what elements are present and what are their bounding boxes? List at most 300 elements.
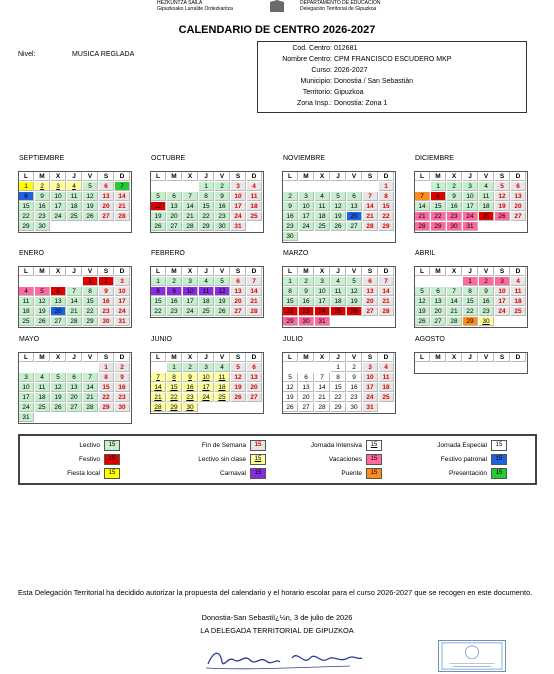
info-row <box>258 44 526 54</box>
weekday-header: S <box>495 353 510 362</box>
day-cell: 15 <box>283 297 298 306</box>
month-name: AGOSTO <box>415 336 445 343</box>
legend-item <box>387 468 507 479</box>
day-cell: 7 <box>363 192 378 201</box>
day-cell: 12 <box>331 202 346 211</box>
day-cell: 23 <box>35 212 50 221</box>
day-cell: 13 <box>51 297 66 306</box>
info-value: Donostia / San Sebastián <box>334 78 413 85</box>
day-cell: 15 <box>331 383 346 392</box>
day-cell: 26 <box>215 307 230 316</box>
weekday-header: V <box>479 353 494 362</box>
day-cell: 10 <box>463 192 478 201</box>
month-calendar-table <box>414 352 528 374</box>
nivel-value: MUSICA REGLADA <box>72 51 135 58</box>
month-name: NOVIEMBRE <box>283 155 326 162</box>
day-cell: 28 <box>67 317 82 326</box>
legend-item <box>146 454 266 465</box>
day-cell: 21 <box>183 212 198 221</box>
day-cell: 18 <box>35 393 50 402</box>
legend-swatch: 15 <box>250 454 266 465</box>
day-cell: 21 <box>379 297 394 306</box>
day-cell: 5 <box>51 373 66 382</box>
day-cell: 30 <box>347 403 362 412</box>
day-cell: 13 <box>431 297 446 306</box>
day-cell: 7 <box>379 277 394 286</box>
day-cell: 17 <box>183 297 198 306</box>
day-cell: 11 <box>19 297 34 306</box>
weekday-header: V <box>83 353 98 362</box>
day-cell: 17 <box>19 393 34 402</box>
weekday-header: S <box>231 172 246 181</box>
info-value: Donostia: Zona 1 <box>334 100 388 107</box>
info-key: Nombre Centro: <box>282 56 332 63</box>
legend-item <box>0 440 120 451</box>
day-cell: 25 <box>67 212 82 221</box>
day-cell: 28 <box>447 317 462 326</box>
day-cell: 2 <box>299 277 314 286</box>
day-cell: 6 <box>231 277 246 286</box>
month-calendar-table <box>18 352 132 424</box>
day-cell: 20 <box>363 297 378 306</box>
day-cell: 22 <box>99 393 114 402</box>
day-cell: 5 <box>495 182 510 191</box>
day-cell: 19 <box>331 212 346 221</box>
day-cell: 25 <box>479 212 494 221</box>
day-cell: 8 <box>83 287 98 296</box>
legend-item <box>146 440 266 451</box>
day-cell: 11 <box>35 383 50 392</box>
month-calendar-table <box>414 266 528 328</box>
day-cell: 23 <box>347 393 362 402</box>
month-name: SEPTIEMBRE <box>19 155 65 162</box>
legend-item <box>262 440 382 451</box>
day-cell: 13 <box>347 202 362 211</box>
day-cell: 3 <box>19 373 34 382</box>
day-cell: 18 <box>19 307 34 316</box>
day-cell: 22 <box>431 212 446 221</box>
day-cell: 18 <box>215 383 230 392</box>
day-cell: 24 <box>199 393 214 402</box>
day-cell: 24 <box>183 307 198 316</box>
day-cell: 5 <box>35 287 50 296</box>
legend-item <box>262 454 382 465</box>
day-cell: 10 <box>231 192 246 201</box>
legend-label: Festivo patronal <box>440 456 487 463</box>
day-cell: 24 <box>363 393 378 402</box>
day-cell: 23 <box>99 307 114 316</box>
day-cell: 22 <box>379 212 394 221</box>
day-cell: 11 <box>379 373 394 382</box>
day-cell: 16 <box>183 383 198 392</box>
weekday-header: L <box>151 353 166 362</box>
day-cell: 24 <box>315 307 330 316</box>
day-cell: 6 <box>363 277 378 286</box>
legend-swatch: 15 <box>104 468 120 479</box>
weekday-header: V <box>215 353 230 362</box>
day-cell: 20 <box>247 383 262 392</box>
weekday-header: M <box>299 267 314 276</box>
weekday-header: J <box>199 267 214 276</box>
day-cell: 19 <box>51 393 66 402</box>
day-cell: 31 <box>363 403 378 412</box>
day-cell: 2 <box>183 363 198 372</box>
day-cell: 10 <box>183 287 198 296</box>
day-cell: 28 <box>315 403 330 412</box>
day-cell: 19 <box>35 307 50 316</box>
day-cell: 27 <box>299 403 314 412</box>
legend-swatch: 15 <box>104 454 120 465</box>
legend-label: Puente <box>341 470 362 477</box>
day-cell: 14 <box>67 297 82 306</box>
month-name: ABRIL <box>415 250 436 257</box>
day-cell: 15 <box>463 297 478 306</box>
day-cell: 20 <box>511 202 526 211</box>
day-cell: 7 <box>247 277 262 286</box>
day-cell: 22 <box>83 307 98 316</box>
day-cell: 19 <box>495 202 510 211</box>
day-cell: 13 <box>231 287 246 296</box>
day-cell: 24 <box>231 212 246 221</box>
day-cell: 29 <box>379 222 394 231</box>
day-cell: 6 <box>99 182 114 191</box>
legend-swatch: 15 <box>104 440 120 451</box>
day-cell: 26 <box>331 222 346 231</box>
day-cell: 5 <box>231 363 246 372</box>
day-cell: 28 <box>115 212 130 221</box>
day-cell: 14 <box>115 192 130 201</box>
day-cell: 17 <box>315 297 330 306</box>
day-cell: 1 <box>283 277 298 286</box>
day-cell: 16 <box>479 297 494 306</box>
weekday-header: D <box>511 353 526 362</box>
weekday-header: L <box>283 172 298 181</box>
day-cell: 23 <box>447 212 462 221</box>
day-cell: 22 <box>19 212 34 221</box>
day-cell: 1 <box>331 363 346 372</box>
weekday-header: M <box>167 353 182 362</box>
day-cell: 8 <box>99 373 114 382</box>
weekday-header: X <box>315 353 330 362</box>
day-cell: 15 <box>83 297 98 306</box>
day-cell: 17 <box>231 202 246 211</box>
legend-label: Vacaciones <box>328 456 362 463</box>
weekday-header: V <box>479 267 494 276</box>
legend-label: Carnaval <box>219 470 246 477</box>
weekday-header: L <box>415 353 430 362</box>
month-name: OCTUBRE <box>151 155 186 162</box>
day-cell: 9 <box>215 192 230 201</box>
info-key: Territorio: <box>302 89 332 96</box>
legend-label: Lectivo sin clase <box>198 456 246 463</box>
page-title: CALENDARIO DE CENTRO 2026-2027 <box>178 24 376 36</box>
day-cell: 1 <box>19 182 34 191</box>
weekday-header: J <box>331 267 346 276</box>
day-cell: 5 <box>283 373 298 382</box>
header-right <box>300 0 380 12</box>
weekday-header: V <box>215 267 230 276</box>
day-cell: 12 <box>347 287 362 296</box>
day-cell: 4 <box>199 277 214 286</box>
day-cell: 26 <box>51 403 66 412</box>
info-key: Curso: <box>311 67 332 74</box>
legend-label: Festivo <box>79 456 100 463</box>
header-right-line1: DEPARTAMENTO DE EDUCACIÓN <box>300 0 381 6</box>
day-cell: 21 <box>67 307 82 316</box>
day-cell: 27 <box>247 393 262 402</box>
weekday-header: S <box>99 267 114 276</box>
signer-title: LA DELEGADA TERRITORIAL DE GIPUZKOA <box>200 626 354 635</box>
day-cell: 21 <box>83 393 98 402</box>
day-cell: 10 <box>299 202 314 211</box>
day-cell: 10 <box>115 287 130 296</box>
day-cell: 23 <box>183 393 198 402</box>
day-cell: 17 <box>115 297 130 306</box>
day-cell: 22 <box>331 393 346 402</box>
day-cell: 27 <box>363 307 378 316</box>
day-cell: 6 <box>347 192 362 201</box>
day-cell: 9 <box>99 287 114 296</box>
day-cell: 19 <box>83 202 98 211</box>
day-cell: 1 <box>199 182 214 191</box>
day-cell: 31 <box>19 413 34 422</box>
day-cell: 1 <box>167 363 182 372</box>
day-cell: 6 <box>247 363 262 372</box>
day-cell: 8 <box>283 287 298 296</box>
weekday-header: X <box>51 172 66 181</box>
center-info-box <box>257 41 527 113</box>
weekday-header: M <box>35 267 50 276</box>
day-cell: 16 <box>115 383 130 392</box>
weekday-header: M <box>35 353 50 362</box>
day-cell: 14 <box>151 383 166 392</box>
day-cell: 28 <box>247 307 262 316</box>
day-cell: 16 <box>347 383 362 392</box>
day-cell: 16 <box>283 212 298 221</box>
info-row <box>258 88 526 98</box>
legend-swatch: 15 <box>366 440 382 451</box>
day-cell: 30 <box>283 232 298 241</box>
day-cell: 19 <box>215 297 230 306</box>
day-cell: 27 <box>231 307 246 316</box>
day-cell: 4 <box>511 277 526 286</box>
legend-swatch: 15 <box>366 468 382 479</box>
day-cell: 14 <box>183 202 198 211</box>
weekday-header: S <box>363 267 378 276</box>
day-cell: 3 <box>231 182 246 191</box>
day-cell: 3 <box>199 363 214 372</box>
weekday-header: J <box>67 172 82 181</box>
weekday-header: M <box>299 353 314 362</box>
weekday-header: M <box>35 172 50 181</box>
weekday-header: J <box>199 172 214 181</box>
day-cell: 13 <box>67 383 82 392</box>
day-cell: 1 <box>463 277 478 286</box>
info-row <box>258 77 526 87</box>
day-cell: 2 <box>447 182 462 191</box>
info-key: Cod. Centro: <box>292 45 332 52</box>
weekday-header: S <box>495 172 510 181</box>
day-cell: 6 <box>511 182 526 191</box>
day-cell: 20 <box>51 307 66 316</box>
day-cell: 8 <box>19 192 34 201</box>
weekday-header: L <box>19 267 34 276</box>
day-cell: 18 <box>479 202 494 211</box>
legend-item <box>262 468 382 479</box>
day-cell: 11 <box>247 192 262 201</box>
legend-label: Fiesta local <box>67 470 100 477</box>
day-cell: 24 <box>115 307 130 316</box>
weekday-header: M <box>299 172 314 181</box>
header-left <box>157 0 233 12</box>
day-cell: 3 <box>299 192 314 201</box>
day-cell: 18 <box>247 202 262 211</box>
day-cell: 12 <box>83 192 98 201</box>
info-value: CPM FRANCISCO ESCUDERO MKP <box>334 56 452 63</box>
day-cell: 13 <box>363 287 378 296</box>
day-cell: 26 <box>83 212 98 221</box>
weekday-header: L <box>151 172 166 181</box>
month-calendar-table <box>150 171 264 233</box>
day-cell: 31 <box>115 317 130 326</box>
weekday-header: S <box>99 172 114 181</box>
day-cell: 25 <box>315 222 330 231</box>
day-cell: 3 <box>115 277 130 286</box>
day-cell: 3 <box>463 182 478 191</box>
day-cell: 8 <box>431 192 446 201</box>
day-cell: 12 <box>35 297 50 306</box>
day-cell: 6 <box>431 287 446 296</box>
day-cell: 24 <box>299 222 314 231</box>
day-cell: 29 <box>19 222 34 231</box>
day-cell: 11 <box>331 287 346 296</box>
day-cell: 13 <box>167 202 182 211</box>
day-cell: 7 <box>447 287 462 296</box>
weekday-header: S <box>363 172 378 181</box>
day-cell: 22 <box>151 307 166 316</box>
day-cell: 26 <box>495 212 510 221</box>
day-cell: 26 <box>151 222 166 231</box>
weekday-header: X <box>183 267 198 276</box>
day-cell: 20 <box>67 393 82 402</box>
day-cell: 23 <box>299 307 314 316</box>
day-cell: 19 <box>231 383 246 392</box>
day-cell: 9 <box>447 192 462 201</box>
legend-swatch: 15 <box>491 468 507 479</box>
legend-item <box>387 440 507 451</box>
legend-label: Fin de Semana <box>201 442 246 449</box>
day-cell: 25 <box>379 393 394 402</box>
day-cell: 9 <box>183 373 198 382</box>
month-calendar-table <box>150 352 264 414</box>
day-cell: 30 <box>479 317 494 326</box>
month-calendar-table <box>18 266 132 328</box>
day-cell: 17 <box>363 383 378 392</box>
day-cell: 16 <box>35 202 50 211</box>
weekday-header: X <box>315 172 330 181</box>
day-cell: 16 <box>167 297 182 306</box>
weekday-header: D <box>379 172 394 181</box>
day-cell: 19 <box>347 297 362 306</box>
legend-item <box>0 468 120 479</box>
weekday-header: D <box>247 172 262 181</box>
weekday-header: M <box>431 172 446 181</box>
day-cell: 23 <box>215 212 230 221</box>
day-cell: 11 <box>215 373 230 382</box>
weekday-header: V <box>83 172 98 181</box>
day-cell: 23 <box>479 307 494 316</box>
day-cell: 14 <box>247 287 262 296</box>
day-cell: 29 <box>283 317 298 326</box>
day-cell: 3 <box>363 363 378 372</box>
day-cell: 3 <box>51 182 66 191</box>
day-cell: 7 <box>315 373 330 382</box>
legend-label: Presentación <box>449 470 487 477</box>
day-cell: 26 <box>347 307 362 316</box>
weekday-header: X <box>51 267 66 276</box>
day-cell: 1 <box>151 277 166 286</box>
day-cell: 6 <box>67 373 82 382</box>
day-cell: 21 <box>115 202 130 211</box>
legend-item <box>146 468 266 479</box>
day-cell: 12 <box>151 202 166 211</box>
day-cell: 23 <box>283 222 298 231</box>
day-cell: 9 <box>479 287 494 296</box>
weekday-header: L <box>283 267 298 276</box>
weekday-header: V <box>215 172 230 181</box>
day-cell: 28 <box>83 403 98 412</box>
day-cell: 21 <box>415 212 430 221</box>
day-cell: 13 <box>99 192 114 201</box>
weekday-header: M <box>431 267 446 276</box>
day-cell: 4 <box>19 287 34 296</box>
day-cell: 5 <box>347 277 362 286</box>
legend-swatch: 15 <box>250 468 266 479</box>
info-row <box>258 66 526 76</box>
government-logo-icon <box>268 0 286 14</box>
header-left-line1: HEZKUNTZA SAILA <box>157 0 203 6</box>
weekday-header: J <box>67 267 82 276</box>
day-cell: 31 <box>315 317 330 326</box>
day-cell: 15 <box>99 383 114 392</box>
day-cell: 19 <box>415 307 430 316</box>
weekday-header: X <box>183 172 198 181</box>
weekday-header: J <box>463 267 478 276</box>
day-cell: 14 <box>363 202 378 211</box>
day-cell: 30 <box>99 317 114 326</box>
day-cell: 22 <box>167 393 182 402</box>
day-cell: 24 <box>495 307 510 316</box>
day-cell: 2 <box>99 277 114 286</box>
day-cell: 18 <box>199 297 214 306</box>
info-value: 012681 <box>334 45 358 52</box>
day-cell: 6 <box>299 373 314 382</box>
day-cell: 25 <box>35 403 50 412</box>
day-cell: 30 <box>447 222 462 231</box>
month-name: JULIO <box>283 336 303 343</box>
day-cell: 8 <box>167 373 182 382</box>
day-cell: 2 <box>167 277 182 286</box>
day-cell: 12 <box>283 383 298 392</box>
day-cell: 18 <box>379 383 394 392</box>
day-cell: 5 <box>151 192 166 201</box>
day-cell: 16 <box>99 297 114 306</box>
weekday-header: V <box>83 267 98 276</box>
day-cell: 13 <box>247 373 262 382</box>
day-cell: 9 <box>347 373 362 382</box>
day-cell: 7 <box>67 287 82 296</box>
weekday-header: J <box>331 353 346 362</box>
